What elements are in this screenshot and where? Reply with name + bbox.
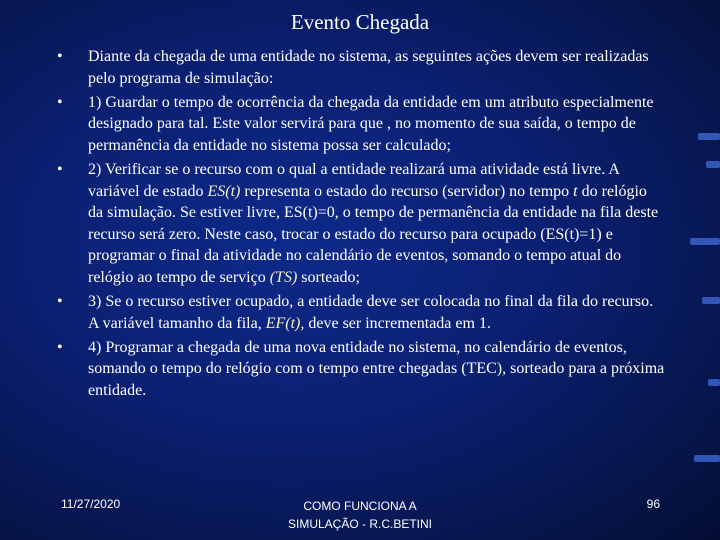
decorative-line bbox=[694, 455, 720, 462]
bullet-list bbox=[55, 46, 665, 404]
variable-es: ES(t) bbox=[207, 182, 241, 200]
bullet-item bbox=[55, 46, 665, 89]
footer-title bbox=[250, 497, 470, 533]
bullet-item bbox=[55, 291, 665, 334]
bullet-icon: • bbox=[57, 93, 63, 111]
bullet-text bbox=[88, 161, 658, 286]
bullet-text: 1) Guardar o tempo de ocorrência da chegada da entidade em um atributo especialmente designado para tal. Este valor servirá para que , no momento de sua saída, o tempo de permanência da entidade no sistema possa ser calculado; bbox=[88, 93, 654, 154]
page-number: 96 bbox=[646, 497, 660, 511]
decorative-line bbox=[702, 297, 720, 304]
text-segment: sorteado; bbox=[297, 268, 360, 286]
decorative-line bbox=[698, 133, 720, 140]
variable-ef: EF(t), bbox=[265, 314, 305, 332]
footer-title-line: COMO FUNCIONA A bbox=[303, 499, 417, 513]
slide-title: Evento Chegada bbox=[290, 10, 430, 34]
bullet-text: Diante da chegada de uma entidade no sistema, as seguintes ações devem ser realizadas pelo programa de simulação: bbox=[88, 48, 649, 87]
bullet-item bbox=[55, 159, 665, 289]
bullet-icon: • bbox=[57, 48, 63, 65]
bullet-item bbox=[55, 92, 665, 157]
decorative-line bbox=[706, 161, 720, 168]
footer-date: 11/27/2020 bbox=[61, 497, 121, 511]
text-segment: representa o estado do recurso (servidor) no tempo bbox=[240, 182, 574, 200]
bullet-text: 4) Programar a chegada de uma nova entidade no sistema, no calendário de eventos, somando o tempo do relógio com o tempo entre chegadas (TEC), sorteado para a próxima entidade. bbox=[88, 338, 665, 399]
decorative-line bbox=[708, 379, 720, 386]
bullet-icon: • bbox=[57, 338, 63, 356]
bullet-text bbox=[88, 293, 653, 332]
variable-ts: (TS) bbox=[269, 268, 298, 286]
text-segment: 2) Verificar se o recurso com o qual a entidade realizará uma atividade está livre. A variável de estado bbox=[88, 160, 620, 200]
bullet-icon: • bbox=[57, 160, 63, 178]
footer-title-line: SIMULAÇÃO - R.C.BETINI bbox=[287, 517, 433, 531]
text-segment: deve ser incrementada em 1. bbox=[304, 314, 491, 332]
variable-t: t bbox=[573, 182, 578, 200]
text-segment: 3) Se o recurso estiver ocupado, a entidade deve ser colocada no final da fila do recurso. A variável tamanho da fila, bbox=[88, 293, 654, 332]
decorative-line bbox=[690, 238, 720, 245]
bullet-icon: • bbox=[57, 293, 63, 311]
text-segment: do relógio da simulação. Se estiver livre, ES(t)=0, o tempo de permanência da entidade na fila deste recurso será zero. Neste caso, trocar o estado do recurso para ocupado (ES(t)=1) e programar o final da atividade no calendário de eventos, somando o tempo atual do relógio ao tempo de serviço bbox=[88, 182, 659, 286]
bullet-item bbox=[55, 337, 665, 402]
